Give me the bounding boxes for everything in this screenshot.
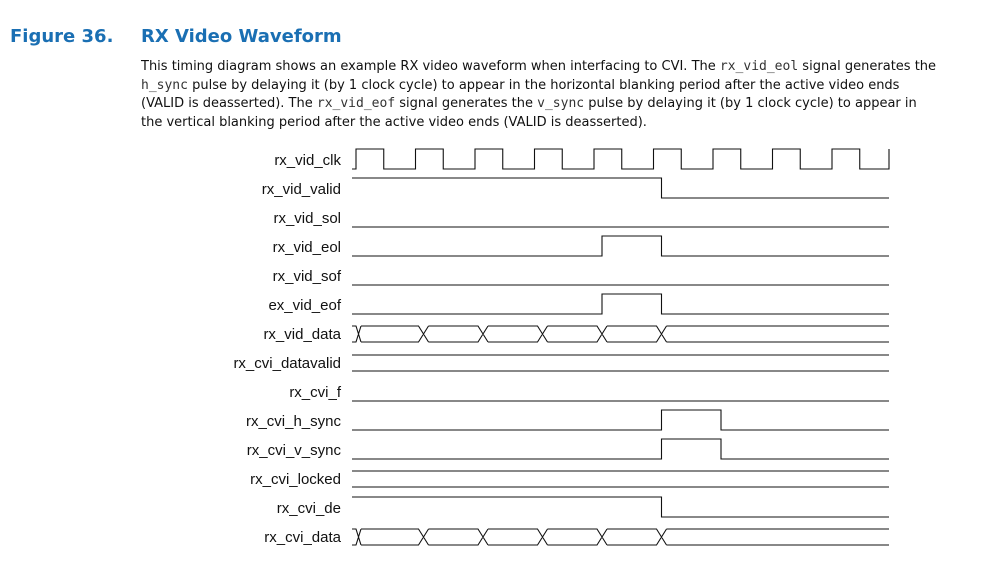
signal-label: rx_vid_data bbox=[263, 326, 341, 343]
bus-waveform bbox=[352, 326, 889, 342]
figure-title: RX Video Waveform bbox=[141, 26, 342, 47]
caption-code: rx_vid_eol bbox=[719, 59, 799, 74]
caption-text: pulse by delaying it (by 1 clock cycle) to appear in the horizontal blanking period after the active video ends (VALID is deasserted). The bbox=[141, 77, 900, 111]
signal-waveform bbox=[352, 178, 889, 198]
signal-label: rx_vid_valid bbox=[261, 181, 341, 198]
signal-label: rx_cvi_locked bbox=[250, 471, 341, 488]
signal-label: rx_cvi_f bbox=[289, 384, 341, 401]
signal-label: ex_vid_eof bbox=[268, 297, 341, 314]
bus-waveform bbox=[352, 355, 889, 371]
caption-code: h_sync bbox=[141, 77, 188, 93]
signal-label: rx_vid_clk bbox=[274, 152, 341, 169]
clock-waveform bbox=[352, 149, 889, 169]
signal-label: rx_cvi_data bbox=[264, 529, 341, 546]
caption-code: v_sync bbox=[537, 96, 585, 111]
signal-label: rx_vid_eol bbox=[272, 239, 341, 256]
signal-label: rx_cvi_h_sync bbox=[245, 413, 341, 430]
caption-text: signal generates the bbox=[798, 59, 937, 74]
caption-text: This timing diagram shows an example RX video waveform when interfacing to CVI. The bbox=[141, 59, 720, 74]
signal-label: rx_vid_sol bbox=[273, 210, 341, 227]
signal-waveform bbox=[352, 410, 889, 430]
signal-label: rx_vid_sof bbox=[272, 268, 341, 285]
caption-text: signal generates the bbox=[395, 96, 538, 111]
signal-waveform bbox=[352, 294, 889, 314]
signal-label: rx_cvi_v_sync bbox=[246, 442, 341, 459]
signal-label: rx_cvi_datavalid bbox=[233, 355, 341, 372]
bus-waveform bbox=[352, 471, 889, 487]
signal-waveform bbox=[352, 497, 889, 517]
signal-waveform bbox=[352, 236, 889, 256]
signal-label: rx_cvi_de bbox=[276, 500, 341, 517]
bus-waveform bbox=[352, 529, 889, 545]
caption-text: pulse by delaying it (by 1 clock cycle) to appear in the vertical blanking period after the active video ends (VALID is deasserted). bbox=[141, 96, 917, 130]
caption-code: rx_vid_eof bbox=[316, 96, 396, 111]
figure-number: Figure 36. bbox=[10, 26, 114, 47]
signal-waveform bbox=[352, 439, 889, 459]
